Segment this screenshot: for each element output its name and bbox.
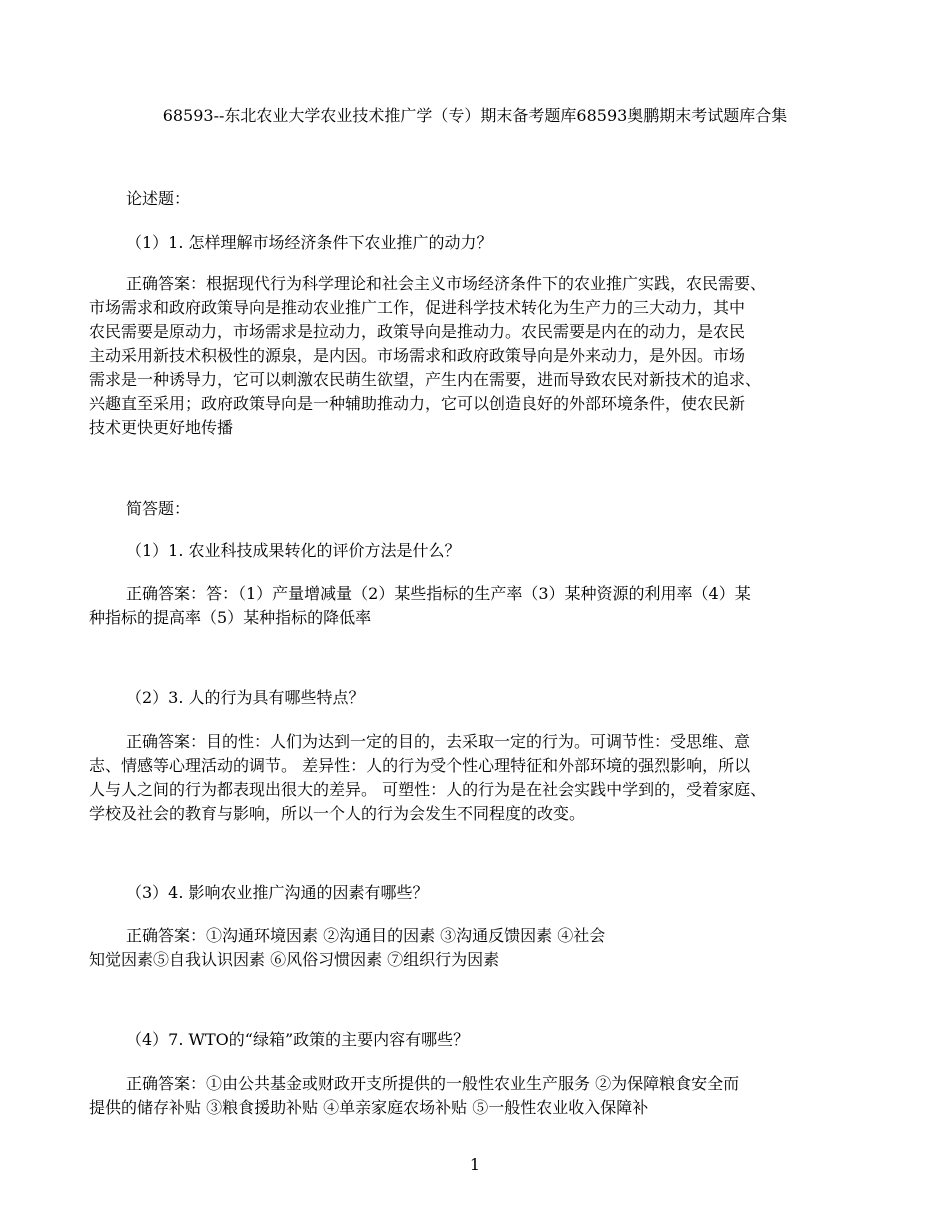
answer-line: 农民需要是原动力，市场需求是拉动力，政策导向是推动力。农民需要是内在的动力，是农民 bbox=[89, 322, 746, 341]
answer-short-4 bbox=[89, 1072, 863, 1120]
page-number: 1 bbox=[469, 1155, 481, 1174]
question-short-4: （4）7. WTO的“绿箱”政策的主要内容有哪些？ bbox=[126, 1030, 470, 1049]
answer-essay-1 bbox=[89, 272, 863, 440]
answer-line: 正确答案：根据现代行为科学理论和社会主义市场经济条件下的农业推广实践，农民需要、 bbox=[126, 274, 767, 293]
answer-line: 技术更快更好地传播 bbox=[89, 418, 234, 437]
section-heading-essay: 论述题： bbox=[126, 189, 191, 208]
question-short-1: （1）1. 农业科技成果转化的评价方法是什么？ bbox=[126, 541, 461, 560]
answer-line: 正确答案：答：（1）产量增减量（2）某些指标的生产率（3）某种资源的利用率（4）某 bbox=[126, 584, 751, 603]
answer-line: 人与人之间的行为都表现出很大的差异。 可塑性：人的行为是在社会实践中学到的，受着家庭、 bbox=[89, 780, 767, 799]
answer-line: 正确答案：①沟通环境因素 ②沟通目的因素 ③沟通反馈因素 ④社会 bbox=[126, 926, 606, 945]
answer-line: 提供的储存补贴 ③粮食援助补贴 ④单亲家庭农场补贴 ⑤一般性农业收入保障补 bbox=[89, 1098, 649, 1117]
question-short-3: （3）4. 影响农业推广沟通的因素有哪些？ bbox=[126, 883, 429, 902]
answer-line: 兴趣直至采用；政府政策导向是一种辅助推动力，它可以创造良好的外部环境条件，使农民新 bbox=[89, 394, 746, 413]
answer-line: 学校及社会的教育与影响，所以一个人的行为会发生不同程度的改变。 bbox=[89, 804, 586, 823]
answer-short-3 bbox=[89, 924, 863, 972]
answer-line: 正确答案：目的性：人们为达到一定的目的，去采取一定的行为。可调节性：受思维、意 bbox=[126, 732, 751, 751]
answer-line: 主动采用新技术积极性的源泉，是内因。市场需求和政府政策导向是外来动力，是外因。市场 bbox=[89, 346, 746, 365]
answer-short-1 bbox=[89, 582, 863, 630]
answer-line: 志、情感等心理活动的调节。 差异性：人的行为受个性心理特征和外部环境的强烈影响，所以 bbox=[89, 756, 751, 775]
answer-line: 需求是一种诱导力，它可以刺激农民萌生欲望，产生内在需要，进而导致农民对新技术的追求、 bbox=[89, 370, 762, 389]
answer-line: 市场需求和政府政策导向是推动农业推广工作，促进科学技术转化为生产力的三大动力，其中 bbox=[89, 298, 746, 317]
answer-line: 正确答案：①由公共基金或财政开支所提供的一般性农业生产服务 ②为保障粮食安全而 bbox=[126, 1074, 740, 1093]
question-essay-1: （1）1. 怎样理解市场经济条件下农业推广的动力？ bbox=[126, 233, 493, 252]
document-title: 68593--东北农业大学农业技术推广学（专）期末备考题库68593奥鹏期末考试题库合集 bbox=[162, 106, 788, 125]
answer-line: 种指标的提高率（5）某种指标的降低率 bbox=[89, 608, 372, 627]
answer-line: 知觉因素⑤自我认识因素 ⑥风俗习惯因素 ⑦组织行为因素 bbox=[89, 950, 500, 969]
answer-short-2 bbox=[89, 730, 863, 826]
section-heading-short: 简答题： bbox=[126, 499, 191, 518]
question-short-2: （2）3. 人的行为具有哪些特点？ bbox=[126, 688, 365, 707]
